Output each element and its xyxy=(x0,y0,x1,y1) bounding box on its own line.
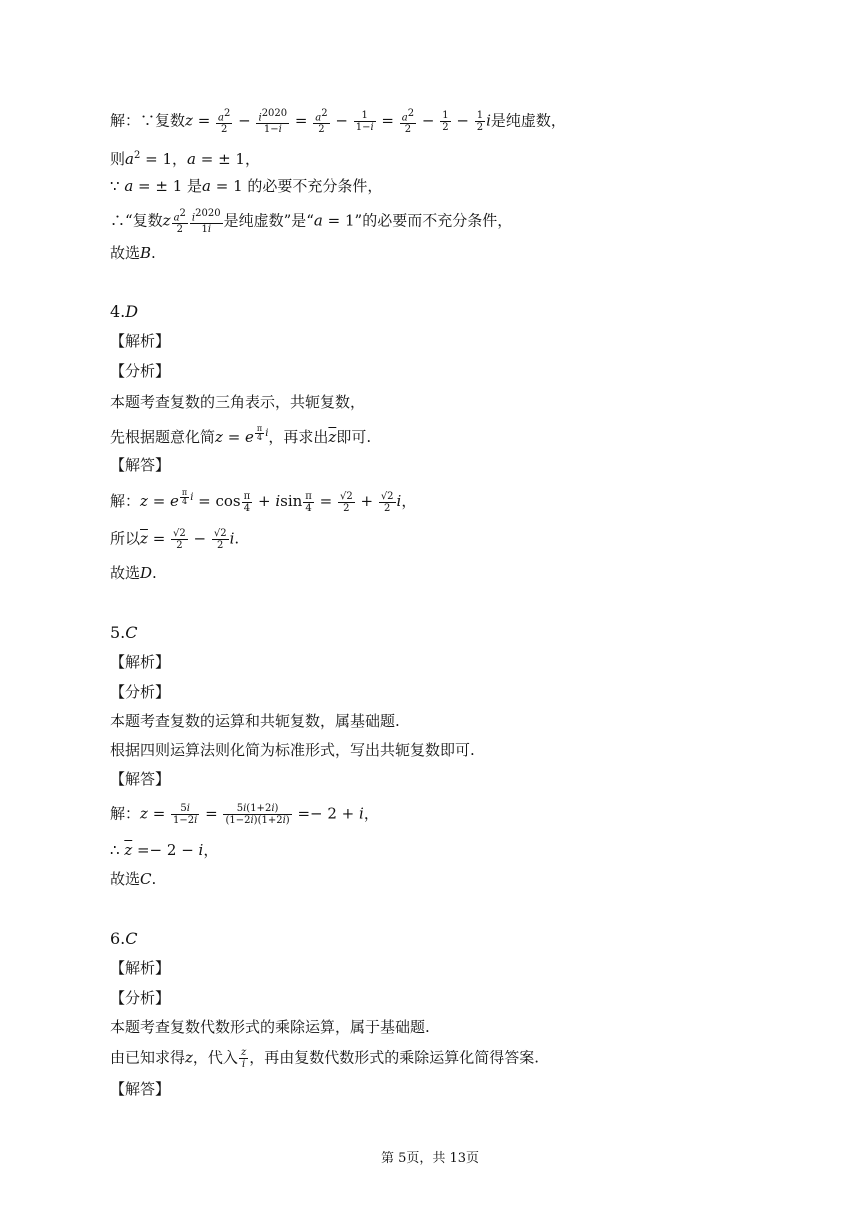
q5-conclusion: 故选C. xyxy=(110,870,157,888)
page-footer: 第 5页，共 13页 xyxy=(380,1151,480,1166)
fraction: $\frac{1}{1-i}$ xyxy=(355,110,374,134)
q5-header: 5.C xyxy=(110,623,138,642)
q3-solution-line: 解：∵复数z = $\frac{a^2}{2}$ − $\frac{i^{2020}}{1-i}$ = $\frac{a^2}{2}$ − $\frac{1}{1-i}$ = $\frac{a^2}{2}$ − $\frac{1}{2}$ − $\frac{1}{2}$ i是纯虚数， xyxy=(110,108,566,136)
q6-tag-jieda: 【解答】 xyxy=(110,1080,171,1098)
q6-analysis-2: 由已知求得z，代入 $\frac{z}{i}$ ，再由复数代数形式的乘除运算化简得答案. xyxy=(110,1047,539,1070)
fraction: $\frac{a^2}{2}$ xyxy=(218,108,231,136)
q6-header: 6.C xyxy=(110,929,138,948)
q4-conclusion: 故选D. xyxy=(110,564,157,582)
q5-tag-jiexi: 【解析】 xyxy=(110,653,171,671)
fraction: $\frac{a^2}{2}$ xyxy=(315,108,328,136)
q4-header: 4.D xyxy=(110,302,139,321)
q5-analysis-2: 根据四则运算法则化简为标准形式，写出共轭复数即可. xyxy=(110,741,475,759)
fraction: $\frac{√2}{2}$ xyxy=(339,490,353,514)
fraction: $\frac{\pi}{4}$ xyxy=(256,424,263,442)
q6-analysis-1: 本题考查复数代数形式的乘除运算，属于基础题. xyxy=(110,1018,430,1036)
fraction: $\frac{\pi}{4}$ xyxy=(305,490,312,514)
fraction: $\frac{i^{2020}}{1i}$ xyxy=(191,208,221,236)
q3-line4: ∴“复数z $\frac{a^2}{2}$ $\frac{i^{2020}}{1i}$ 是纯虚数”是“a = 1”的必要而不充分条件， xyxy=(110,208,513,236)
q4-line2: 所以$\overline{z}$ = $\frac{√2}{2}$ − $\frac{√2}{2}$ i. xyxy=(110,528,240,551)
fraction: $\frac{5i}{1-2i}$ xyxy=(173,803,198,826)
q6-tag-jiexi: 【解析】 xyxy=(110,959,171,977)
q6-tag-fenxi: 【分析】 xyxy=(110,989,171,1007)
fraction: $\frac{1}{2}$ xyxy=(442,110,449,134)
q5-analysis-1: 本题考查复数的运算和共轭复数，属基础题. xyxy=(110,712,400,730)
q4-tag-fenxi: 【分析】 xyxy=(110,362,171,380)
fraction: $\frac{√2}{2}$ xyxy=(380,490,394,514)
fraction: $\frac{z}{i}$ xyxy=(240,1047,247,1070)
fraction: $\frac{√2}{2}$ xyxy=(213,528,227,551)
q4-analysis-2: 先根据题意化简z = e $^{\frac{\pi}{4} i}$，再求出$\overline{z}$即可. xyxy=(110,424,372,446)
q4-tag-jiexi: 【解析】 xyxy=(110,332,171,350)
fraction: $\frac{a^2}{2}$ xyxy=(401,108,415,136)
fraction: $\frac{1}{2}$ xyxy=(476,110,484,134)
fraction: $\frac{a^2}{2}$ xyxy=(173,208,186,236)
q4-tag-jieda: 【解答】 xyxy=(110,456,171,474)
fraction: $\frac{\pi}{4}$ xyxy=(181,488,188,506)
q4-solution: 解：z = e $^{\frac{\pi}{4} i}$ = cos $\frac{\pi}{4}$ + isin $\frac{\pi}{4}$ = $\frac{√2}{2}$ + $\frac{√2}{2}$ i， xyxy=(110,488,417,514)
q4-analysis-1: 本题考查复数的三角表示，共轭复数， xyxy=(110,393,366,411)
fraction: $\frac{√2}{2}$ xyxy=(173,528,186,551)
math: z xyxy=(185,111,193,130)
q5-solution: 解：z = $\frac{5i}{1-2i}$ = $\frac{5i(1+2i)}{(1-2i)(1+2i)}$ =− 2 + i， xyxy=(110,803,379,826)
fraction: $\frac{i^{2020}}{1-i}$ xyxy=(258,108,288,136)
fraction: $\frac{\pi}{4}$ xyxy=(243,490,251,514)
q3-conclusion: 故选B. xyxy=(110,244,156,262)
q5-tag-jieda: 【解答】 xyxy=(110,770,171,788)
q5-line2: ∴ $\overline{z} =- 2 - i$， xyxy=(110,841,219,859)
q5-tag-fenxi: 【分析】 xyxy=(110,683,171,701)
q3-line3: ∵ a = ± 1 是a = 1 的必要不充分条件， xyxy=(110,177,383,195)
q3-line2: 则$a^2 = 1$，a = ± 1， xyxy=(110,150,260,168)
fraction: $\frac{5i(1+2i)}{(1-2i)(1+2i)}$ xyxy=(225,803,290,826)
